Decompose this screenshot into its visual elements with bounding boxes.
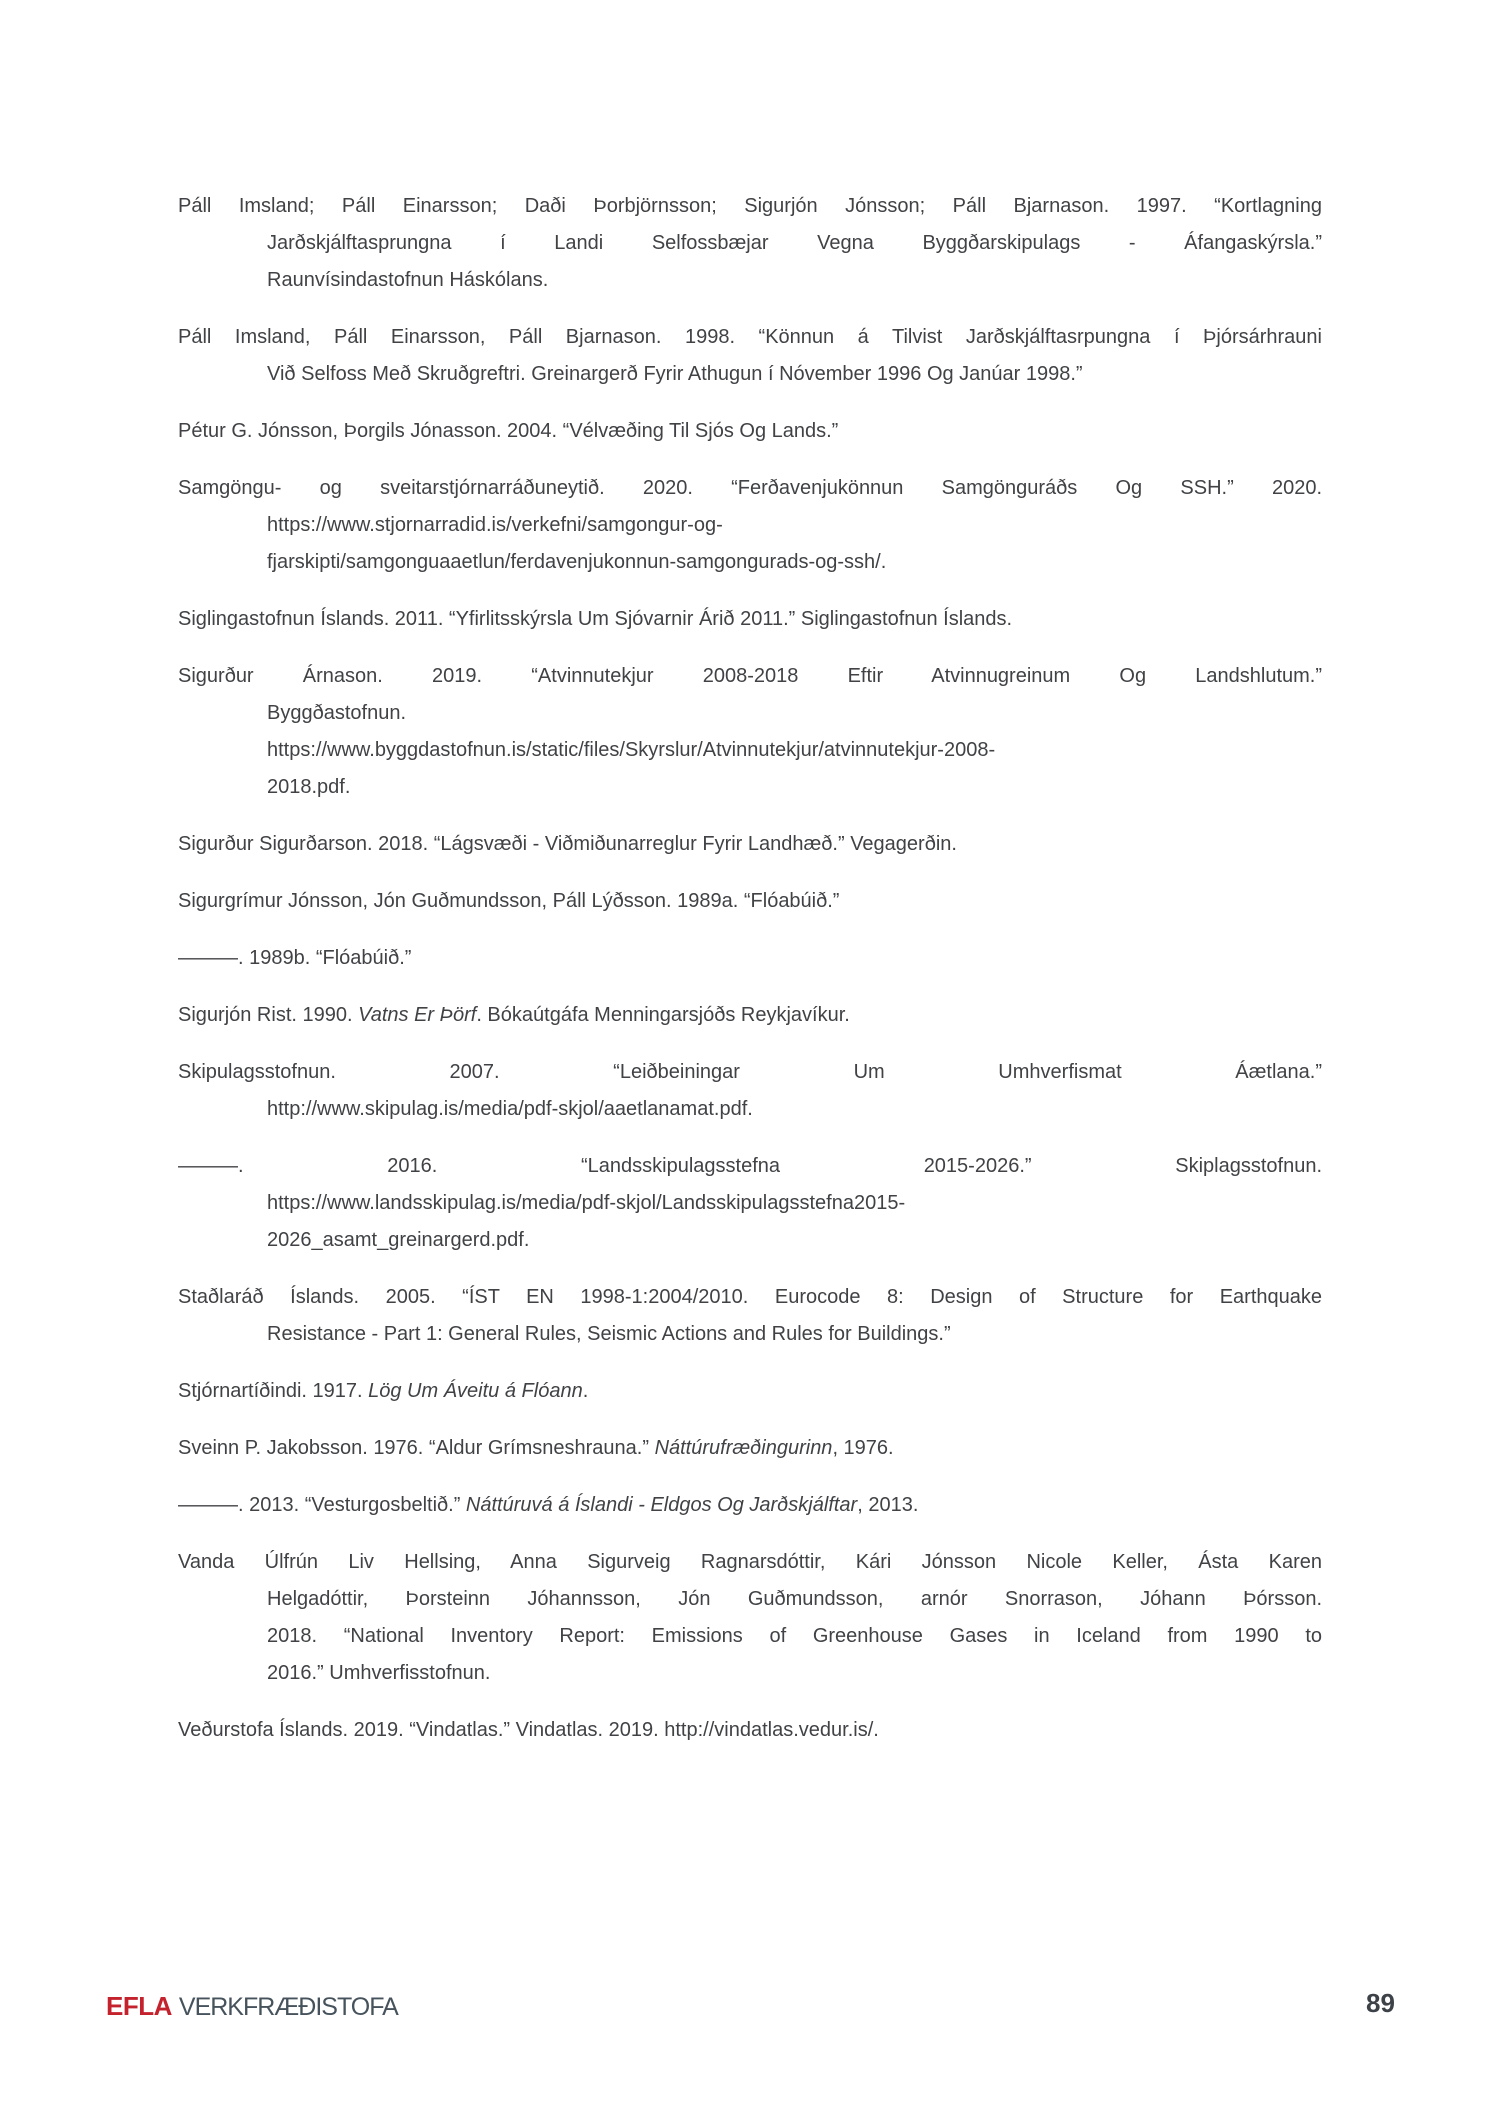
- reference-line: Byggðastofnun.: [267, 702, 406, 724]
- reference-line: https://www.landsskipulag.is/media/pdf-skjol/Landsskipulagsstefna2015-: [267, 1192, 906, 1214]
- reference-line: Sigurgrímur Jónsson, Jón Guðmundsson, Páll Lýðsson. 1989a. “Flóabúið.”: [178, 890, 840, 912]
- reference-line: Staðlaráð Íslands. 2005. “ÍST EN 1998-1:2004/2010. Eurocode 8: Design of Structure for Earthquake: [178, 1286, 1322, 1308]
- reference-line: Sigurður Árnason. 2019. “Atvinnutekjur 2008-2018 Eftir Atvinnugreinum Og Landshlutum.”: [178, 665, 1322, 687]
- reference-line: Við Selfoss Með Skruðgreftri. Greinargerð Fyrir Athugun í Nóvember 1996 Og Janúar 1998.”: [267, 363, 1083, 385]
- reference-line: Siglingastofnun Íslands. 2011. “Yfirlitsskýrsla Um Sjóvarnir Árið 2011.” Siglingastofnun Íslands.: [178, 608, 1013, 630]
- reference-entry: [178, 470, 1322, 581]
- reference-line: fjarskipti/samgonguaaetlun/ferdavenjukonnun-samgongurads-og-ssh/.: [267, 551, 887, 573]
- reference-line: Samgöngu- og sveitarstjórnarráðuneytið. 2020. “Ferðavenjukönnun Samgönguráðs Og SSH.” 2020.: [178, 477, 1322, 499]
- reference-entry: [178, 826, 1322, 863]
- reference-entry: [178, 601, 1322, 638]
- reference-entry: [178, 1279, 1322, 1353]
- reference-entry: [178, 1430, 1322, 1467]
- reference-line: 2018.pdf.: [267, 776, 351, 798]
- reference-entry: [178, 997, 1322, 1034]
- reference-line: http://www.skipulag.is/media/pdf-skjol/aaetlanamat.pdf.: [267, 1098, 753, 1120]
- reference-entry: [178, 1487, 1322, 1524]
- reference-line: https://www.byggdastofnun.is/static/files/Skyrslur/Atvinnutekjur/atvinnutekjur-2008-: [267, 739, 996, 761]
- reference-entry: [178, 1373, 1322, 1410]
- reference-entry: [178, 413, 1322, 450]
- reference-line: Sigurður Sigurðarson. 2018. “Lágsvæði - Viðmiðunarreglur Fyrir Landhæð.” Vegagerðin.: [178, 833, 957, 855]
- reference-entry: [178, 940, 1322, 977]
- reference-entry: [178, 319, 1322, 393]
- references-list: [178, 188, 1322, 1769]
- reference-line: 2026_asamt_greinargerd.pdf.: [267, 1229, 530, 1251]
- efla-logo: [106, 1991, 398, 2022]
- reference-line: ———. 2013. “Vesturgosbeltið.” Náttúruvá á Íslandi - Eldgos Og Jarðskjálftar, 2013.: [178, 1494, 919, 1516]
- reference-entry: [178, 883, 1322, 920]
- reference-line: Vanda Úlfrún Liv Hellsing, Anna Sigurveig Ragnarsdóttir, Kári Jónsson Nicole Keller, Ásta Karen: [178, 1551, 1322, 1573]
- reference-line: https://www.stjornarradid.is/verkefni/samgongur-og-: [267, 514, 723, 536]
- reference-line: Resistance - Part 1: General Rules, Seismic Actions and Rules for Buildings.”: [267, 1323, 951, 1345]
- reference-line: Stjórnartíðindi. 1917. Lög Um Áveitu á Flóann.: [178, 1380, 589, 1402]
- reference-line: Raunvísindastofnun Háskólans.: [267, 269, 549, 291]
- reference-line: Páll Imsland; Páll Einarsson; Daði Þorbjörnsson; Sigurjón Jónsson; Páll Bjarnason. 1997. “Kortlagning: [178, 195, 1322, 217]
- reference-line: Veðurstofa Íslands. 2019. “Vindatlas.” Vindatlas. 2019. http://vindatlas.vedur.is/.: [178, 1719, 879, 1741]
- reference-line: Páll Imsland, Páll Einarsson, Páll Bjarnason. 1998. “Könnun á Tilvist Jarðskjálftasrpungna í Þjórsárhrauni: [178, 326, 1322, 348]
- reference-entry: [178, 1712, 1322, 1749]
- reference-line: 2018. “National Inventory Report: Emissions of Greenhouse Gases in Iceland from 1990 to: [267, 1625, 1322, 1647]
- reference-line: Helgadóttir, Þorsteinn Jóhannsson, Jón Guðmundsson, arnór Snorrason, Jóhann Þórsson.: [267, 1588, 1322, 1610]
- reference-line: ———. 1989b. “Flóabúið.”: [178, 947, 412, 969]
- reference-line: Jarðskjálftasprungna í Landi Selfossbæjar Vegna Byggðarskipulags - Áfangaskýrsla.”: [267, 232, 1322, 254]
- reference-line: 2016.” Umhverfisstofnun.: [267, 1662, 491, 1684]
- reference-line: Sveinn P. Jakobsson. 1976. “Aldur Grímsneshrauna.” Náttúrufræðingurinn, 1976.: [178, 1437, 894, 1459]
- logo-text-verkfraedistofa: VERKFRÆÐISTOFA: [178, 1993, 398, 2021]
- logo-text-efla: EFLA: [106, 1991, 172, 2021]
- reference-entry: [178, 188, 1322, 299]
- reference-entry: [178, 1148, 1322, 1259]
- reference-line: Sigurjón Rist. 1990. Vatns Er Þörf. Bókaútgáfa Menningarsjóðs Reykjavíkur.: [178, 1004, 850, 1026]
- reference-line: Skipulagsstofnun. 2007. “Leiðbeiningar Um Umhverfismat Áætlana.”: [178, 1061, 1322, 1083]
- reference-entry: [178, 658, 1322, 806]
- reference-line: ———. 2016. “Landsskipulagsstefna 2015-2026.” Skiplagsstofnun.: [178, 1155, 1322, 1177]
- reference-line: Pétur G. Jónsson, Þorgils Jónasson. 2004. “Vélvæðing Til Sjós Og Lands.”: [178, 420, 839, 442]
- reference-entry: [178, 1054, 1322, 1128]
- reference-entry: [178, 1544, 1322, 1692]
- page-number: 89: [1366, 1988, 1395, 2018]
